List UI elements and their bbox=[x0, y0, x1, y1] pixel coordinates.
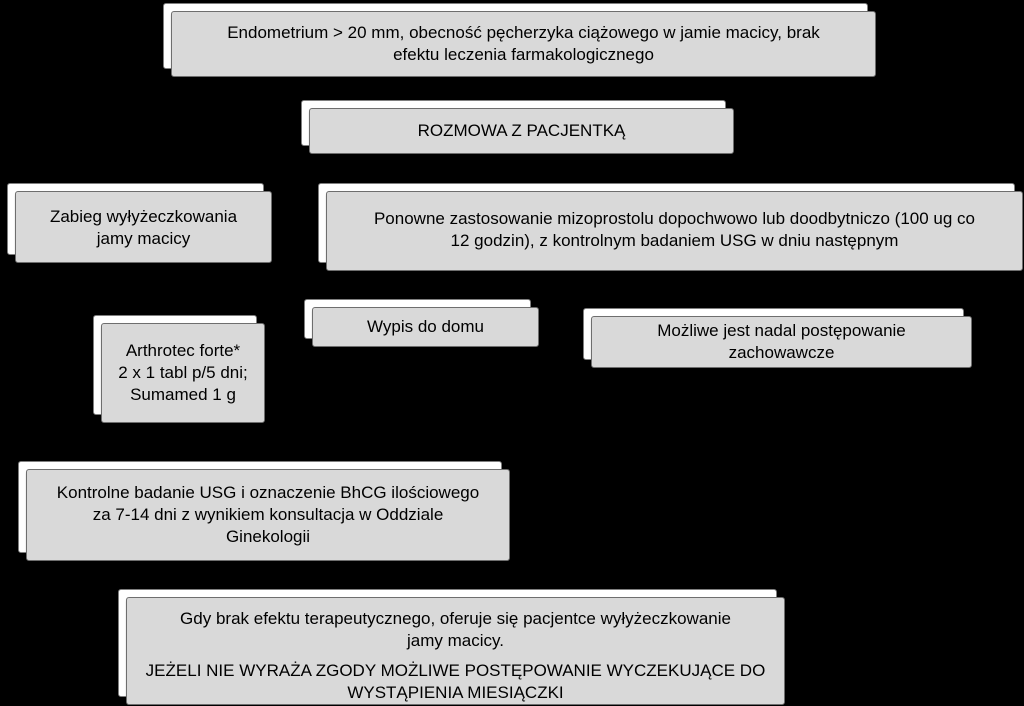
box-misoprostol-repeat bbox=[318, 183, 1015, 263]
box-face bbox=[591, 316, 972, 368]
box-no-effect-instructions bbox=[118, 589, 777, 702]
box-control-usg bbox=[18, 461, 502, 553]
box-text-line: Arthrotec forte* bbox=[125, 341, 241, 360]
box-face bbox=[326, 191, 1023, 271]
box-text-line: Ginekologii bbox=[225, 527, 311, 546]
box-text-line: jamy macicy bbox=[96, 229, 191, 248]
box-text-line: Kontrolne badanie USG i oznaczenie BhCG ilościowego bbox=[56, 483, 480, 502]
box-face bbox=[15, 191, 272, 263]
box-text-line: Ponowne zastosowanie mizoprostolu dopochwowo lub doodbytniczo (100 ug co bbox=[373, 209, 976, 228]
box-face bbox=[126, 597, 785, 705]
box-text-line: jamy macicy. bbox=[407, 631, 504, 650]
box-text-line: zachowawcze bbox=[728, 343, 835, 362]
box-initial-findings bbox=[163, 3, 868, 69]
box-text-line: Endometrium > 20 mm, obecność pęcherzyka ciążowego w jamie macicy, brak bbox=[227, 23, 820, 42]
box-text-line: Możliwe jest nadal postępowanie bbox=[657, 321, 906, 340]
box-text-line: ROZMOWA Z PACJENTKĄ bbox=[417, 121, 626, 140]
box-face bbox=[312, 307, 539, 347]
box-text-line: efektu leczenia farmakologicznego bbox=[393, 45, 654, 64]
box-patient-conversation bbox=[301, 100, 726, 146]
box-curettage bbox=[7, 183, 264, 255]
box-discharge-home bbox=[304, 299, 531, 339]
box-text-line: WYSTĄPIENIA MIESIĄCZKI bbox=[347, 683, 564, 702]
box-text-line: za 7-14 dni z wynikiem konsultacja w Oddziale bbox=[92, 505, 444, 524]
box-text-line: Wypis do domu bbox=[366, 317, 484, 336]
box-text-line: JEŻELI NIE WYRAŻA ZGODY MOŻLIWE POSTĘPOWANIE WYCZEKUJĄCE DO bbox=[145, 661, 766, 680]
box-face bbox=[171, 11, 876, 77]
box-face bbox=[101, 323, 265, 423]
box-face bbox=[309, 108, 734, 154]
box-text-line: Gdy brak efektu terapeutycznego, oferuje się pacjentce wyłyżeczkowanie bbox=[180, 609, 731, 628]
box-face bbox=[26, 469, 510, 561]
box-text-line: 12 godzin), z kontrolnym badaniem USG w dniu następnym bbox=[450, 231, 899, 250]
box-text-line: Zabieg wyłyżeczkowania bbox=[49, 207, 238, 226]
box-text-line: Sumamed 1 g bbox=[130, 385, 236, 404]
box-conservative-management bbox=[583, 308, 964, 360]
box-text-line: 2 x 1 tabl p/5 dni; bbox=[118, 363, 248, 382]
box-medication bbox=[93, 315, 257, 415]
